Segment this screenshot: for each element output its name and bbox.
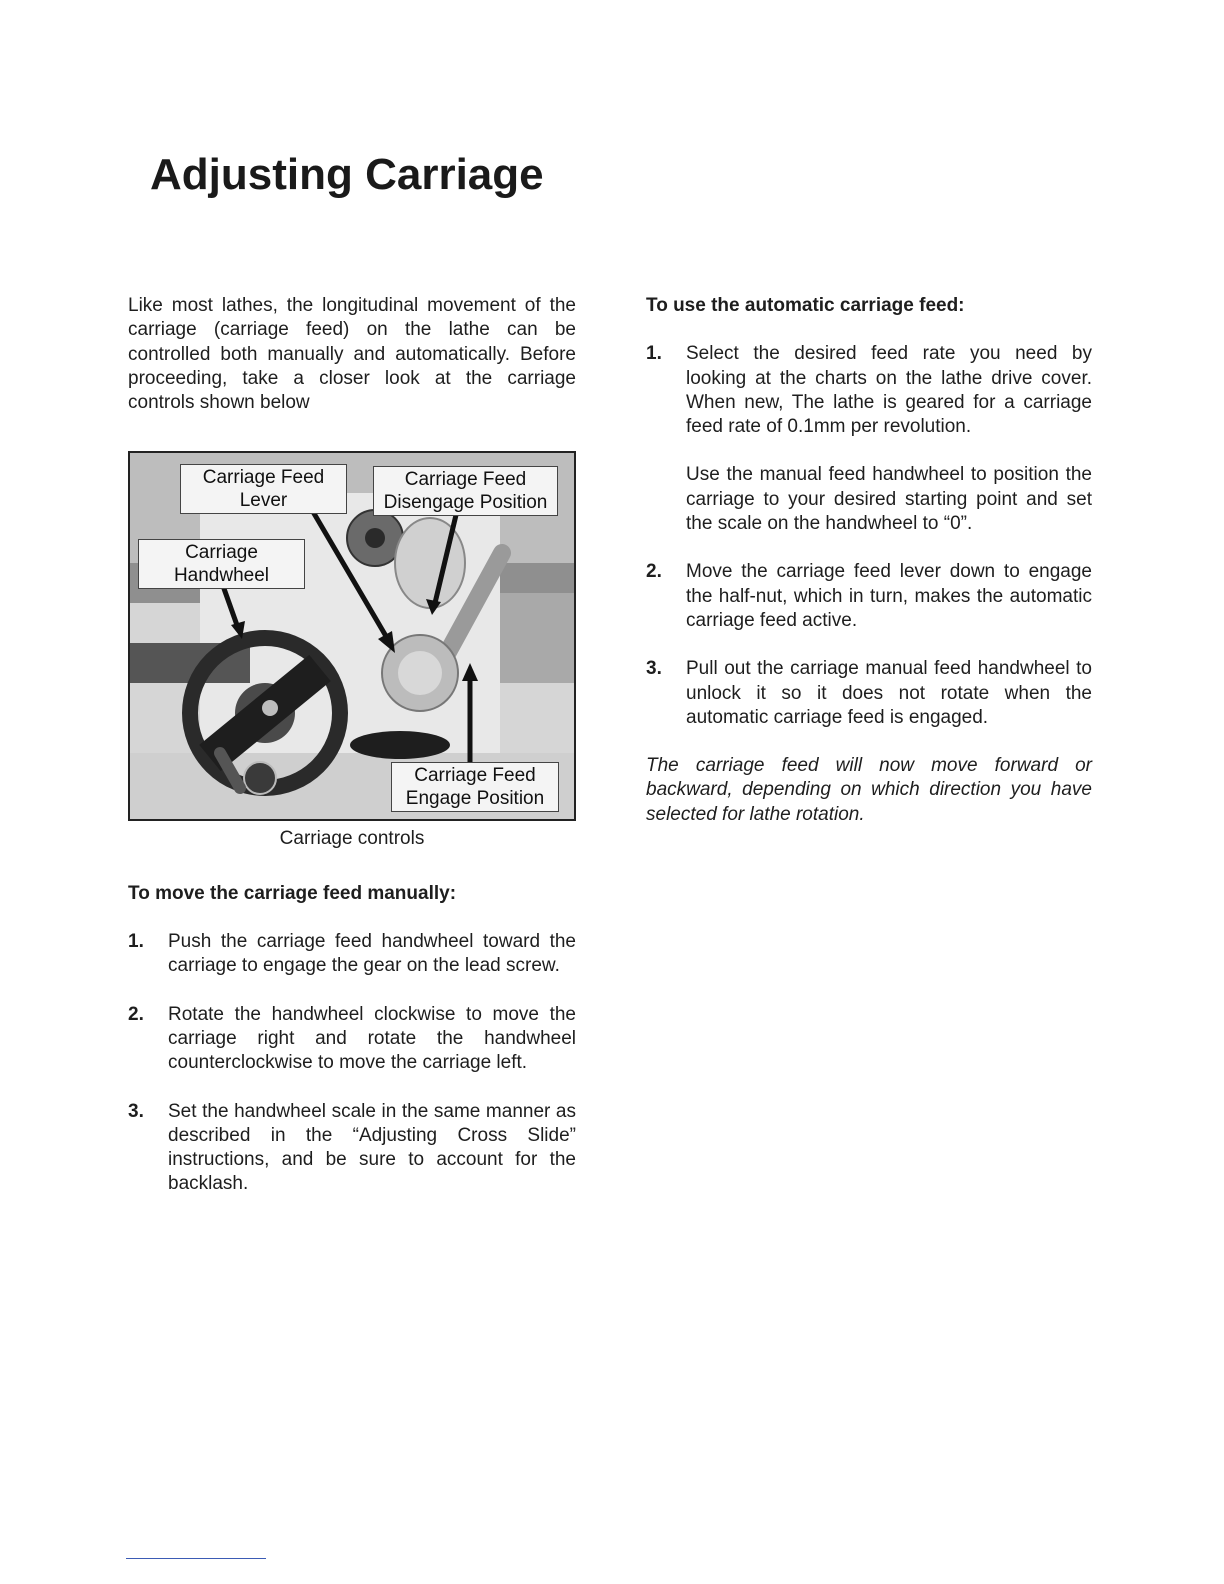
intro-paragraph: Like most lathes, the longitudinal movement of the carriage (carriage feed) on the lathe can be controlled both manually and automatically. Before proceeding, take a closer look at the carriage controls shown below xyxy=(128,295,576,414)
carriage-controls-photo xyxy=(128,451,576,821)
label-carriage-handwheel xyxy=(138,539,305,589)
step-text: Select the desired feed rate you need by looking at the charts on the lathe drive cover. When new, The lathe is geared for a carriage feed rate of 0.1mm per revolution. xyxy=(686,343,1092,438)
page-title: Adjusting Carriage xyxy=(150,150,544,199)
step-text: Move the carriage feed lever down to engage the half-nut, which in turn, makes the automatic carriage feed active. xyxy=(686,561,1092,631)
label-line: Disengage Position xyxy=(383,492,548,514)
step-number: 3. xyxy=(646,658,662,680)
list-item xyxy=(646,657,1092,730)
label-carriage-feed-lever xyxy=(180,464,347,514)
step-text: Push the carriage feed handwheel toward the carriage to engage the gear on the lead screw. xyxy=(168,931,576,977)
automatic-steps xyxy=(646,342,1092,730)
automatic-heading: To use the automatic carriage feed: xyxy=(646,295,965,316)
step-text: Rotate the handwheel clockwise to move the carriage right and rotate the handwheel counterclockwise to move the carriage left. xyxy=(168,1003,576,1074)
label-line: Carriage xyxy=(185,542,258,564)
figure-caption: Carriage controls xyxy=(279,828,425,850)
step-number: 2. xyxy=(128,1003,144,1025)
label-line: Carriage Feed xyxy=(414,765,536,787)
list-item xyxy=(128,1100,576,1197)
list-item xyxy=(646,342,1092,536)
label-line: Carriage Feed xyxy=(202,467,325,489)
manual-heading: To move the carriage feed manually: xyxy=(128,882,457,904)
step-text: Set the handwheel scale in the same manner as described in the “Adjusting Cross Slide” instructions, and be sure to account for the backlash. xyxy=(168,1100,576,1195)
step-number: 3. xyxy=(128,1100,144,1122)
footer-divider xyxy=(126,1558,266,1559)
label-disengage-position xyxy=(373,466,558,516)
label-line: Lever xyxy=(239,490,288,512)
label-line: Engage Position xyxy=(405,788,545,810)
step-text: Pull out the carriage manual feed handwheel to unlock it so it does not rotate when the automatic carriage feed is engaged. xyxy=(686,658,1092,728)
list-item xyxy=(128,1003,576,1076)
right-column xyxy=(646,294,1092,827)
step-number: 1. xyxy=(128,931,144,953)
left-column xyxy=(128,294,576,1221)
step-number: 2. xyxy=(646,561,662,583)
list-item xyxy=(646,560,1092,633)
label-line: Carriage Feed xyxy=(404,469,527,491)
step-number: 1. xyxy=(646,343,662,365)
feed-direction-note: The carriage feed will now move forward or backward, depending on which direction you have selected for lathe rotation. xyxy=(646,755,1092,825)
label-engage-position xyxy=(391,762,559,812)
step-subtext: Use the manual feed handwheel to position the carriage to your desired starting point and set the scale on the handwheel to “0”. xyxy=(686,464,1092,535)
label-line: Handwheel xyxy=(173,565,270,587)
manual-steps xyxy=(128,930,576,1197)
list-item xyxy=(128,930,576,979)
